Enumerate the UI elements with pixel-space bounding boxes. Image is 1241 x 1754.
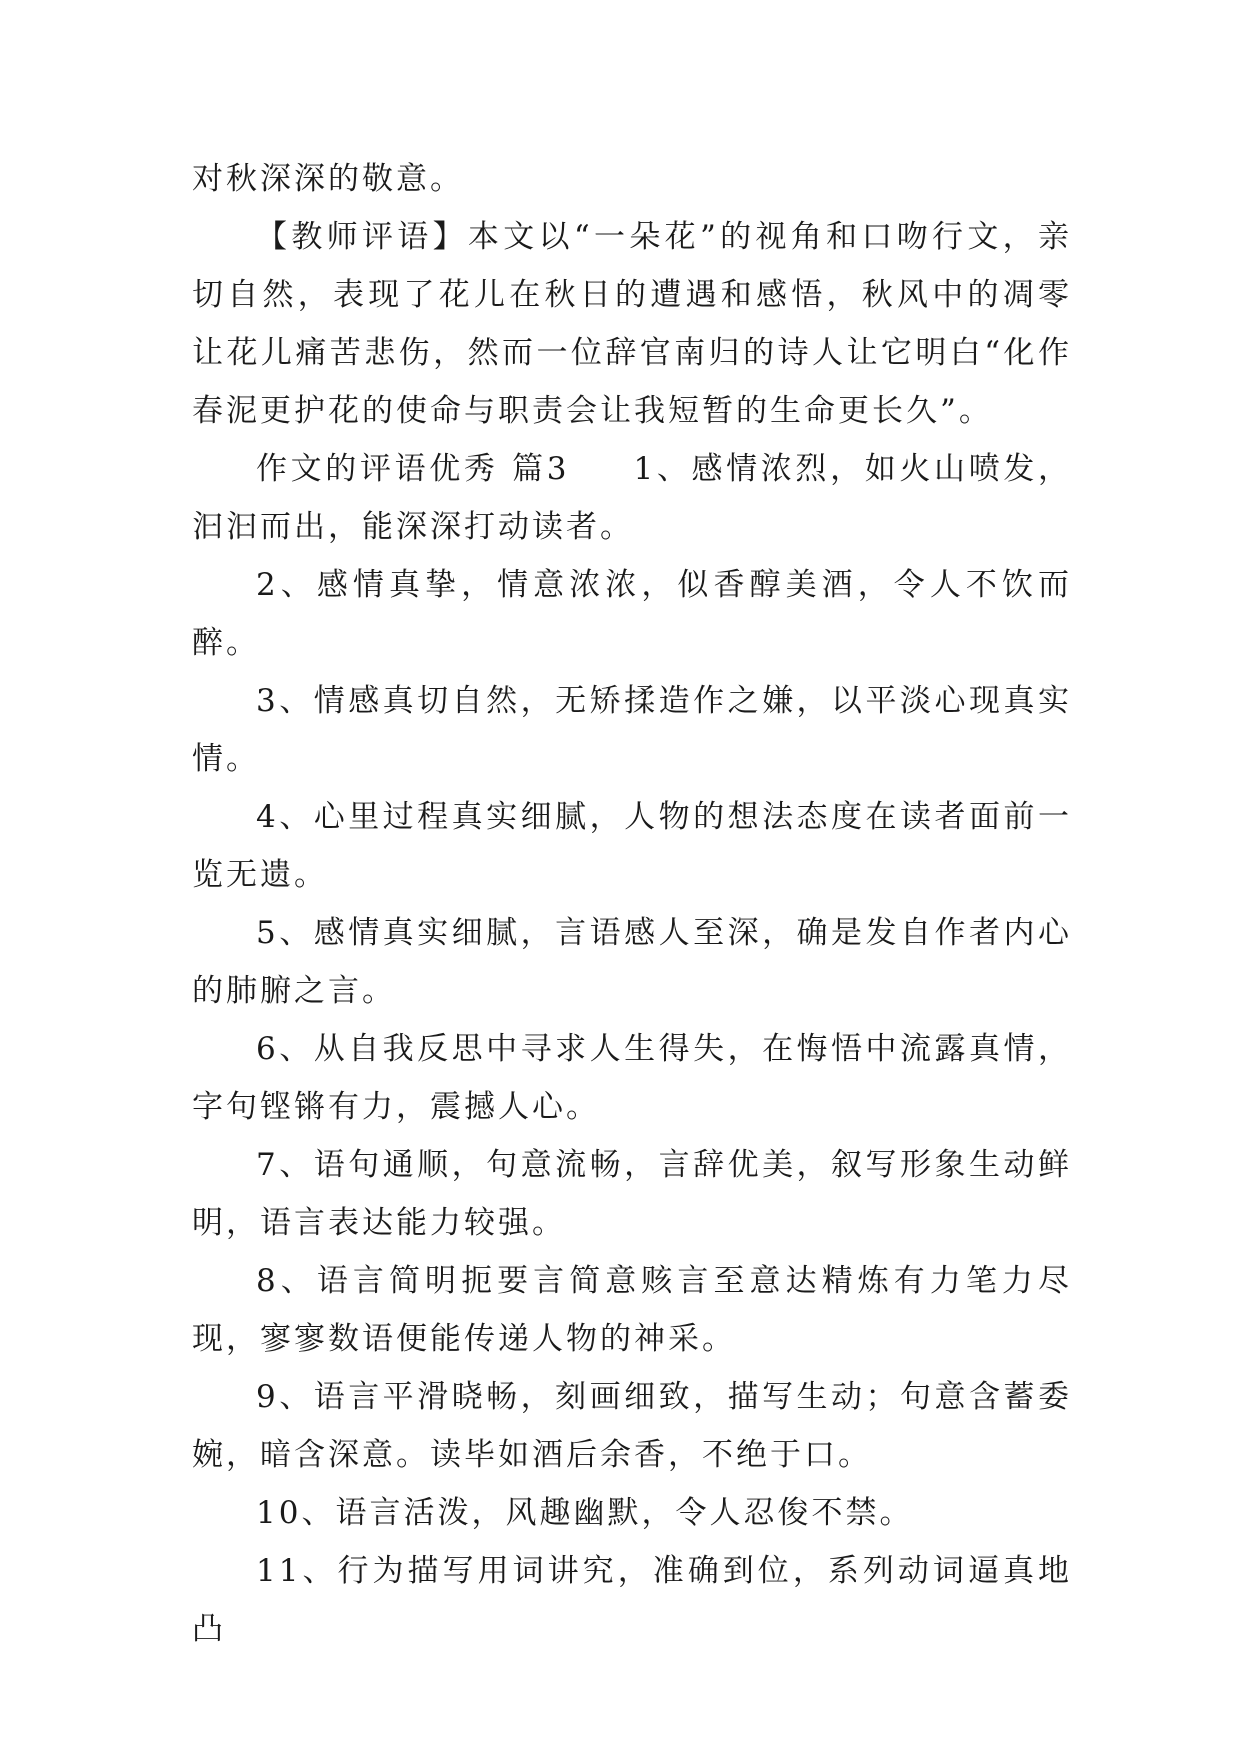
list-item: 2、感情真挚，情意浓浓，似香醇美酒，令人不饮而醉。 bbox=[192, 567, 1072, 661]
list-item: 7、语句通顺，句意流畅，言辞优美，叙写形象生动鲜明，语言表达能力较强。 bbox=[192, 1147, 1072, 1241]
paragraph-continuation: 对秋深深的敬意。 bbox=[192, 161, 464, 197]
list-item: 5、感情真实细腻，言语感人至深，确是发自作者内心的肺腑之言。 bbox=[192, 915, 1072, 1009]
section-heading: 作文的评语优秀 篇3 bbox=[256, 451, 570, 487]
list-item: 6、从自我反思中寻求人生得失，在悔悟中流露真情，字句铿锵有力，震撼人心。 bbox=[192, 1031, 1072, 1125]
list-item: 11、行为描写用词讲究，准确到位，系列动词逼真地凸 bbox=[192, 1553, 1072, 1647]
section-paragraph bbox=[192, 440, 1072, 556]
list-item: 1、感情浓烈，如火山喷发，汩汩而出，能深深打动读者。 bbox=[192, 451, 1072, 545]
document-body bbox=[192, 150, 1072, 1658]
teacher-comment-paragraph: 【教师评语】本文以“一朵花”的视角和口吻行文，亲切自然，表现了花儿在秋日的遭遇和感悟，秋风中的凋零让花儿痛苦悲伤，然而一位辞官南归的诗人让它明白“化作春泥更护花的使命与职责会让我短暂的生命更长久”。 bbox=[192, 219, 1072, 429]
list-item: 9、语言平滑晓畅，刻画细致，描写生动；句意含蓄委婉，暗含深意。读毕如酒后余香，不绝于口。 bbox=[192, 1379, 1072, 1473]
list-item: 10、语言活泼，风趣幽默，令人忍俊不禁。 bbox=[256, 1495, 914, 1531]
list-item: 3、情感真切自然，无矫揉造作之嫌，以平淡心现真实情。 bbox=[192, 683, 1072, 777]
list-item: 4、心里过程真实细腻，人物的想法态度在读者面前一览无遗。 bbox=[192, 799, 1072, 893]
list-item: 8、语言简明扼要言简意赅言至意达精炼有力笔力尽现，寥寥数语便能传递人物的神采。 bbox=[192, 1263, 1072, 1357]
